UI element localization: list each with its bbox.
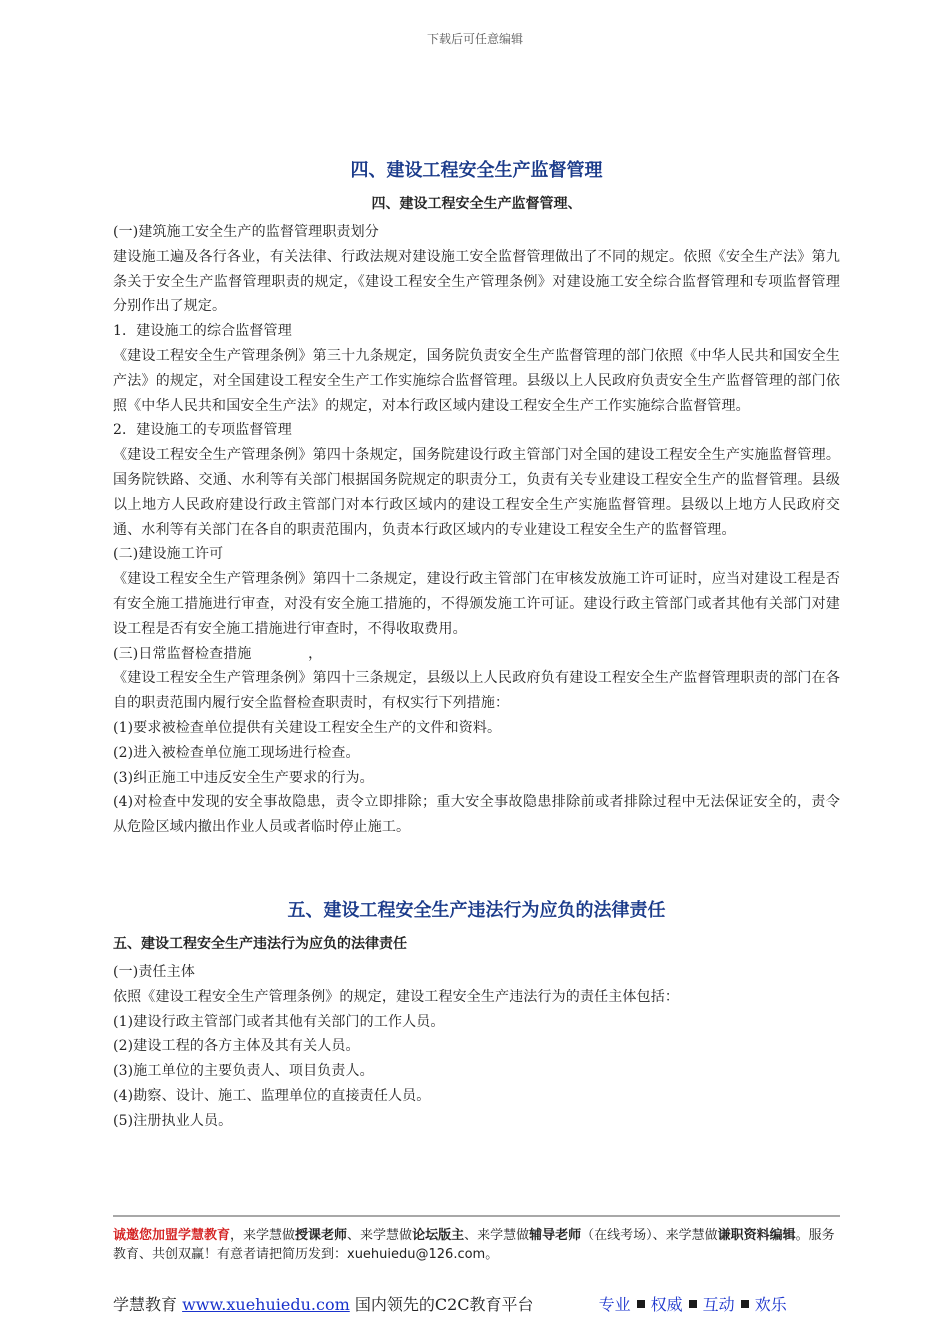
promo-text: 、来学慧做	[347, 1228, 413, 1243]
promo-text: 、来学慧做	[464, 1228, 530, 1243]
tag-item: 欢乐	[754, 1295, 787, 1314]
section5-subtitle: 五、建设工程安全生产违法行为应负的法律责任	[113, 935, 407, 952]
list-item: (2)进入被检查单位施工现场进行检查。	[113, 744, 360, 761]
section4-title: 四、建设工程安全生产监督管理	[350, 160, 603, 181]
paragraph: 2．建设施工的专项监督管理	[113, 422, 292, 439]
tag-list	[599, 1295, 787, 1314]
slogan: 国内领先的C2C教育平台	[354, 1295, 534, 1314]
paragraph: (三)日常监督检查措施 ，	[113, 645, 323, 662]
square-bullet-icon	[689, 1300, 697, 1308]
promo-keyword: 论坛版主	[412, 1228, 465, 1243]
paragraph: 建设施工遍及各行各业，有关法律、行政法规对建设施工安全监督管理做出了不同的规定。依照《安全生产法》第九条关于安全生产监督管理职责的规定，《建设工程安全生产管理条例》对建设施工安全综合监督管理和专项监督管理分别作出了规定。	[113, 248, 840, 315]
list-item: (5)注册执业人员。	[113, 1112, 233, 1129]
list-item: (3)施工单位的主要负责人、项目负责人。	[113, 1063, 374, 1080]
paragraph: 《建设工程安全生产管理条例》第四十三条规定，县级以上人民政府负有建设工程安全生产监督管理职责的部门在各自的职责范围内履行安全监督检查职责时，有权实行下列措施：	[113, 670, 840, 712]
promo-keyword: 辅导老师	[529, 1228, 582, 1243]
tag-item: 专业	[598, 1295, 631, 1314]
list-item: (3)纠正施工中违反安全生产要求的行为。	[113, 769, 374, 786]
list-item: (1)要求被检查单位提供有关建设工程安全生产的文件和资料。	[113, 719, 502, 736]
site-link[interactable]: www.xuehuiedu.com	[182, 1295, 350, 1314]
paragraph: (二)建设施工许可	[113, 546, 224, 563]
section5-paragraphs	[113, 960, 840, 1134]
promo-text: 。服务教育、共创双赢！有意者请把简历发到：xuehuiedu@126.com。	[113, 1228, 835, 1262]
footer-divider	[113, 1215, 840, 1217]
list-item: (1)建设行政主管部门或者其他有关部门的工作人员。	[113, 1013, 445, 1030]
paragraph: 《建设工程安全生产管理条例》第四十二条规定，建设行政主管部门在审核发放施工许可证时，应当对建设工程是否有安全施工措施进行审查，对没有安全施工措施的，不得颁发施工许可证。建设行政主管部门或者其他有关部门对建设工程是否有安全施工措施进行审查时，不得收取费用。	[113, 571, 840, 637]
bottom-banner	[113, 1292, 787, 1315]
tag-item: 互动	[702, 1295, 735, 1314]
document-body	[113, 152, 840, 1134]
section4-subtitle: 四、建设工程安全生产监督管理、	[371, 196, 582, 212]
promo-lead: 诚邀您加盟学慧教育	[113, 1228, 231, 1243]
section5-title: 五、建设工程安全生产违法行为应负的法律责任	[287, 899, 666, 921]
list-item: (4)对检查中发现的安全事故隐患，责令立即排除；重大安全事故隐患排除前或者排除过程中无法保证安全的，责令从危险区域内撤出作业人员或者临时停止施工。	[113, 794, 840, 836]
paragraph: 《建设工程安全生产管理条例》第四十条规定，国务院建设行政主管部门对全国的建设工程安全生产实施监督管理。国务院铁路、交通、水利等有关部门根据国务院规定的职责分工，负责有关专业建设工程安全生产的监督管理。县级以上地方人民政府建设行政主管部门对本行政区域内的建设工程安全生产实施监督管理。县级以上地方人民政府交通、水利等有关部门在各自的职责范围内，负责本行政区域内的专业建设工程安全生产的监督管理。	[113, 447, 840, 538]
brand-name: 学慧教育	[113, 1295, 178, 1314]
promo-keyword: 授课老师	[295, 1228, 348, 1243]
promo-keyword: 谦职资料编辑	[717, 1228, 796, 1243]
paragraph: (一)建筑施工安全生产的监督管理职责划分	[113, 224, 379, 240]
list-item: (2)建设工程的各方主体及其有关人员。	[113, 1038, 360, 1055]
page-header-note: 下载后可任意编辑	[426, 32, 523, 46]
section-spacer	[113, 840, 840, 892]
promo-notice	[113, 1226, 840, 1264]
promo-text: ，来学慧做	[230, 1228, 296, 1243]
paragraph: 1．建设施工的综合监督管理	[113, 323, 292, 340]
square-bullet-icon	[741, 1300, 749, 1308]
promo-text: （在线考场）、来学慧做	[581, 1228, 718, 1243]
tag-item: 权威	[650, 1295, 683, 1314]
paragraph: (一)责任主体	[113, 963, 195, 980]
paragraph: 依照《建设工程安全生产管理条例》的规定，建设工程安全生产违法行为的责任主体包括：	[113, 988, 679, 1005]
square-bullet-icon	[637, 1300, 645, 1308]
section4-paragraphs	[113, 220, 840, 840]
paragraph: 《建设工程安全生产管理条例》第三十九条规定，国务院负责安全生产监督管理的部门依照《中华人民共和国安全生产法》的规定，对全国建设工程安全生产工作实施综合监督管理。县级以上人民政府负责安全生产监督管理的部门依照《中华人民共和国安全生产法》的规定，对本行政区域内建设工程安全生产工作实施综合监督管理。	[113, 347, 840, 414]
list-item: (4)勘察、设计、施工、监理单位的直接责任人员。	[113, 1087, 431, 1104]
